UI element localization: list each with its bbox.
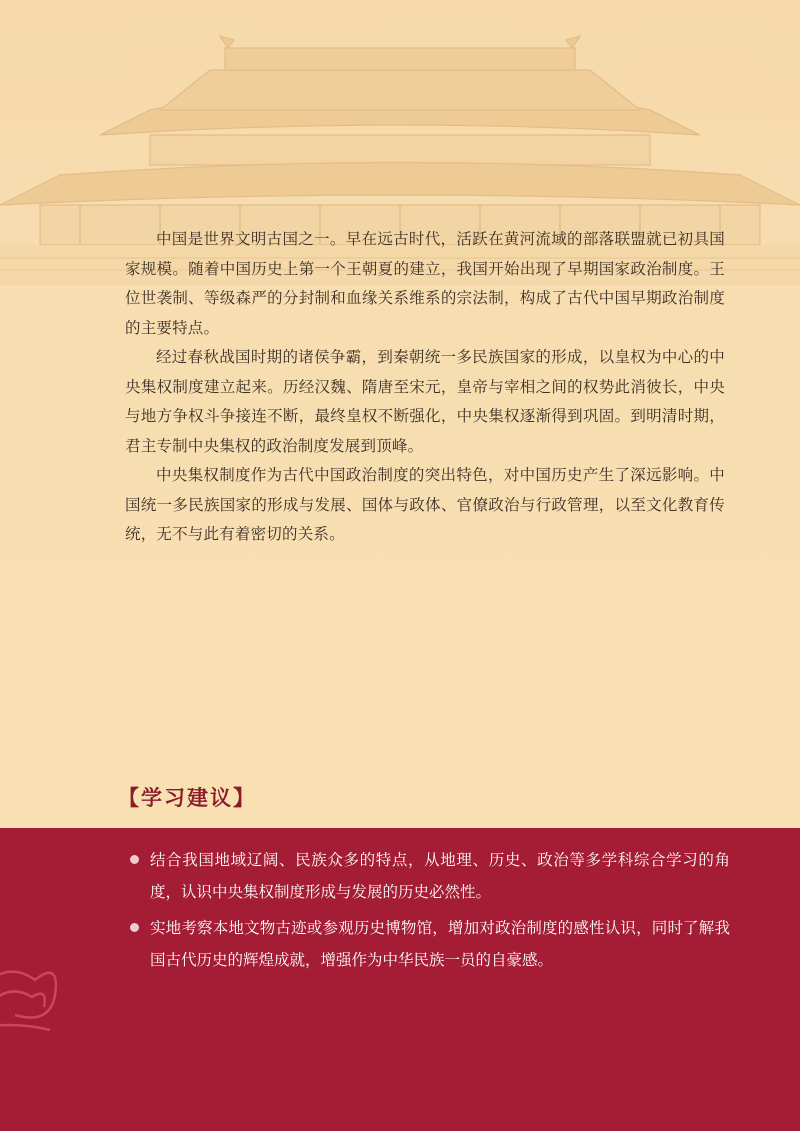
suggestion-text: 结合我国地域辽阔、民族众多的特点，从地理、历史、政治等多学科综合学习的角度，认识中央集权制度形成与发展的历史必然性。 [150,851,730,901]
intro-paragraph: 中国是世界文明古国之一。早在远古时代，活跃在黄河流域的部落联盟就已初具国家规模。随着中国历史上第一个王朝夏的建立，我国开始出现了早期国家政治制度。王位世袭制、等级森严的分封制和血缘关系维系的宗法制，构成了古代中国早期政治制度的主要特点。 [125,230,725,337]
intro-text [125,225,725,550]
cloud-pattern-icon [0,935,80,1045]
intro-paragraph: 中央集权制度作为古代中国政治制度的突出特色，对中国历史产生了深远影响。中国统一多民族国家的形成与发展、国体与政体、官僚政治与行政管理，以至文化教育传统，无不与此有着密切的关系。 [125,466,725,543]
list-item [130,912,730,976]
list-item [130,844,730,908]
study-suggestions-list [130,844,730,980]
bullet-dot-icon [130,855,139,864]
suggestion-text: 实地考察本地文物古迹或参观历史博物馆，增加对政治制度的感性认识，同时了解我国古代历史的辉煌成就，增强作为中华民族一员的自豪感。 [150,919,730,969]
bullet-dot-icon [130,923,139,932]
study-suggestions-title: 【学习建议】 [118,785,256,810]
intro-paragraph: 经过春秋战国时期的诸侯争霸，到秦朝统一多民族国家的形成，以皇权为中心的中央集权制度建立起来。历经汉魏、隋唐至宋元，皇帝与宰相之间的权势此消彼长，中央与地方争权斗争接连不断，最终皇权不断强化，中央集权逐渐得到巩固。到明清时期，君主专制中央集权的政治制度发展到顶峰。 [125,348,725,455]
